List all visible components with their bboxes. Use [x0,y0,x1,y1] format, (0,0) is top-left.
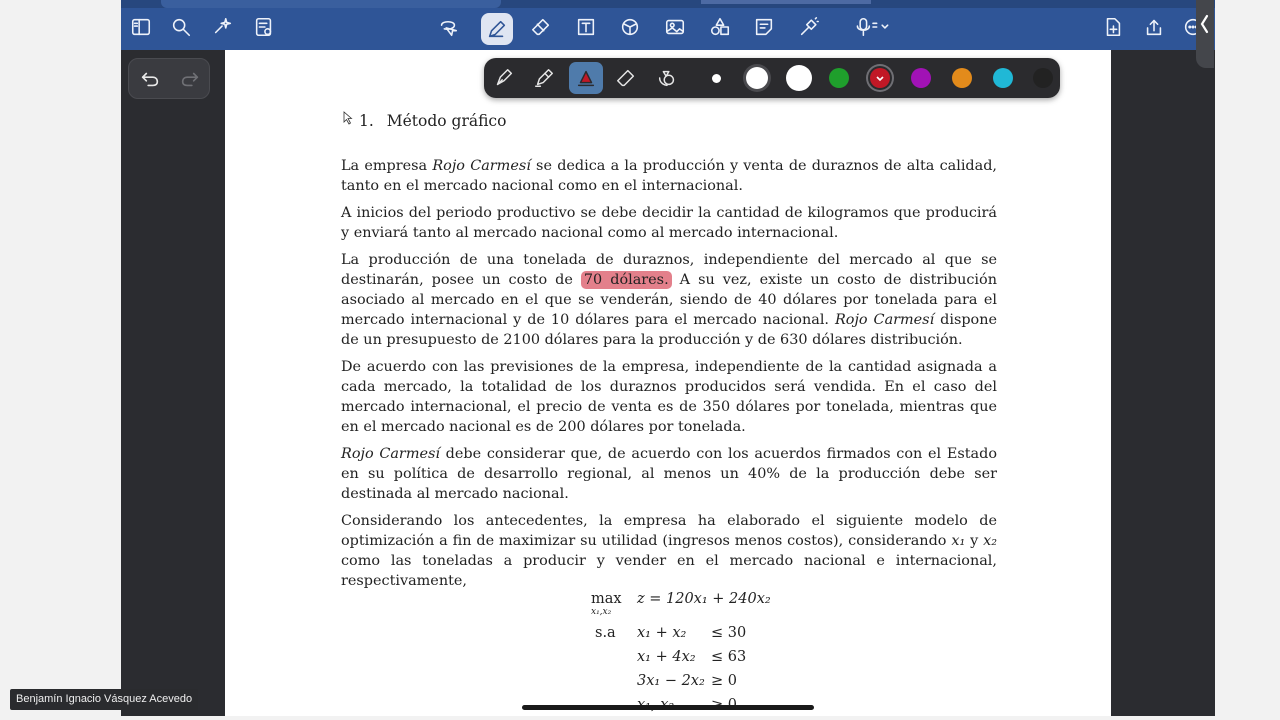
stroke-size-small[interactable] [712,74,721,83]
notes-app-window [121,0,1215,716]
paragraph-decision: A inicios del periodo productivo se debe decidir la cantidad de kilogramos que producirá y enviará tanto al mercado nacional como al mercado internacional. [341,205,997,241]
problem-text [341,156,997,598]
microphone-icon[interactable] [851,15,895,39]
pen-toolbar [484,58,1060,98]
color-cyan[interactable] [993,68,1013,88]
section-title: Método gráfico [386,112,507,130]
collapse-panel-tab[interactable] [1196,0,1214,68]
paragraph-model: Considerando los antecedentes, la empresa ha elaborado el siguiente modelo de optimización a fin de maximizar su utilidad (ingresos menos costos), considerando x₁ y x₂ como las toneladas a producir y vender en el mercado nacional e internacional, respectivamente, [341,513,998,589]
sidebar-icon[interactable] [129,15,153,39]
subject-to-label: s.a [595,625,616,641]
section-heading [359,112,506,130]
stickers-icon[interactable] [708,15,732,39]
lasso-icon[interactable] [436,15,460,39]
redo-icon[interactable] [179,68,201,90]
constraint-1-rhs: ≤ 30 [711,625,747,641]
document-page[interactable] [225,50,1111,716]
participant-name-label: Benjamín Ignacio Vásquez Acevedo [10,689,198,710]
top-toolbar [121,0,1215,50]
paragraph-intro: La empresa Rojo Carmesí se dedica a la producción y venta de duraznos de alta calidad, tanto en el mercado nacional como en el internacional. [341,158,997,194]
eraser-icon[interactable] [529,15,553,39]
eraser-tool-icon[interactable] [614,66,638,90]
search-icon[interactable] [169,15,193,39]
constraint-2-rhs: ≤ 63 [711,649,747,665]
shapes-icon[interactable] [618,15,642,39]
document-tab-secondary[interactable] [701,0,871,4]
image-icon[interactable] [663,15,687,39]
laser-icon[interactable] [797,15,821,39]
undo-icon[interactable] [139,68,161,90]
mouse-cursor-icon [343,111,353,125]
sparkle-icon[interactable] [211,15,235,39]
color-red[interactable] [870,68,890,88]
stroke-size-medium[interactable] [746,67,768,89]
constraint-1-lhs: x₁ + x₂ [637,625,687,641]
constraint-3-rhs: ≥ 0 [711,673,737,689]
shape-lasso-icon[interactable] [655,66,679,90]
constraint-2-lhs: x₁ + 4x₂ [637,649,696,665]
color-purple[interactable] [911,68,931,88]
notes-icon[interactable] [252,15,276,39]
paragraph-prices: De acuerdo con las previsiones de la empresa, independiente de la cantidad asignada a cada mercado, la totalidad de los duraznos producidos será vendida. En el caso del mercado internacional, el precio de venta es de 350 dólares por tonelada, mientras que en el mercado nacional es de 200 dólares por tonelada. [341,359,997,435]
stroke-size-large[interactable] [786,65,812,91]
pen-icon[interactable] [481,13,513,45]
textbox-icon[interactable] [574,15,598,39]
highlighted-text: 70 dólares. [581,271,672,289]
sticky-note-icon[interactable] [752,15,776,39]
home-indicator[interactable] [522,705,814,710]
brush-pen-icon[interactable] [569,62,603,94]
max-label: max [591,591,622,607]
left-canvas-margin [121,50,225,716]
constraint-3-lhs: 3x₁ − 2x₂ [637,673,705,689]
color-green[interactable] [829,68,849,88]
fountain-pen-icon[interactable] [492,66,516,90]
undo-redo-panel [128,58,210,99]
max-subscript: x₁,x₂ [591,607,612,617]
chevron-left-icon [1196,0,1214,68]
share-icon[interactable] [1142,15,1166,39]
paragraph-costs: La producción de una tonelada de duraznos, independiente del mercado al que se destinarán, posee un costo de 70 dólares. A su vez, existe un costo de distribución asociado al mercado en el que se venderán, siendo de 40 dólares por tonelada para el mercado internacional y de 10 dólares para el mercado nacional. Rojo Carmesí dispone de un presupuesto de 2100 dólares para la producción y de 630 dólares distribución. [341,252,998,348]
color-black[interactable] [1033,68,1053,88]
objective-function: z = 120x₁ + 240x₂ [637,591,771,607]
ball-pen-icon[interactable] [532,66,556,90]
paragraph-policy: Rojo Carmesí debe considerar que, de acuerdo con los acuerdos firmados con el Estado en su política de desarrollo regional, al menos un 40% de la producción debe ser destinada al mercado nacional. [341,446,997,502]
section-number: 1. [359,112,374,130]
color-orange[interactable] [952,68,972,88]
add-page-icon[interactable] [1101,15,1125,39]
document-tab[interactable] [161,0,501,8]
